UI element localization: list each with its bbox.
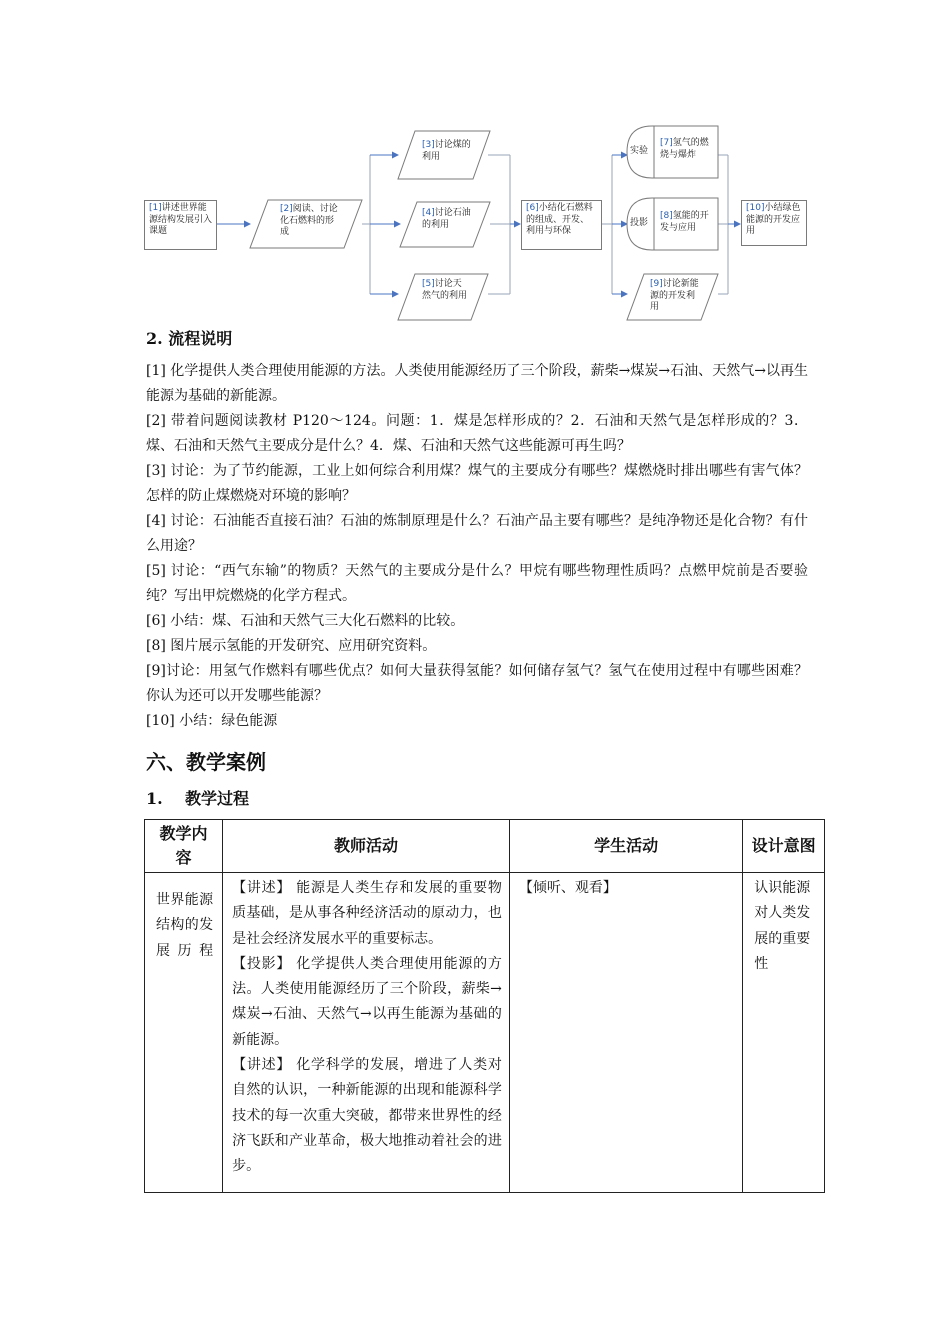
flow-tag-experiment: 实验 bbox=[630, 146, 649, 156]
flow-node-4 bbox=[418, 206, 478, 242]
cell-teacher bbox=[223, 873, 510, 1193]
flow-node-9-text: 讨论新能源的开发利用 bbox=[650, 279, 699, 312]
flow-tag-projection: 投影 bbox=[630, 218, 649, 228]
section-2-title: 2. 流程说明 bbox=[146, 329, 233, 348]
flow-node-7-num: [7] bbox=[660, 138, 673, 148]
cell-student bbox=[509, 873, 742, 1193]
flow-explanation-item: [9]讨论：用氢气作燃料有哪些优点？如何大量获得氢能？如何储存氢气？氢气在使用过程中有哪些困难？你认为还可以开发哪些能源？ bbox=[146, 663, 808, 704]
flow-node-9 bbox=[646, 277, 704, 317]
flow-node-6 bbox=[521, 200, 602, 250]
flow-explanation-item: [5] 讨论：“西气东输”的物质？天然气的主要成分是什么？甲烷有哪些物理性质吗？点燃甲烷前是否要验纯？写出甲烷燃烧的化学方程式。 bbox=[146, 563, 808, 604]
flow-node-6-num: [6] bbox=[526, 203, 539, 213]
flow-node-5-text: 讨论天然气的利用 bbox=[422, 279, 468, 301]
flow-node-4-num: [4] bbox=[422, 208, 435, 218]
flow-node-8-num: [8] bbox=[660, 211, 673, 221]
flow-node-7-text: 氢气的燃烧与爆炸 bbox=[660, 138, 709, 160]
flow-explanation-item: [6] 小结：煤、石油和天然气三大化石燃料的比较。 bbox=[146, 613, 465, 629]
flow-node-1-text: 讲述世界能源结构发展引入课题 bbox=[149, 203, 213, 236]
flow-node-2-num: [2] bbox=[280, 204, 293, 214]
flow-node-9-num: [9] bbox=[650, 279, 663, 289]
flow-explanation-item: [8] 图片展示氢能的开发研究、应用研究资料。 bbox=[146, 638, 437, 654]
flow-node-7 bbox=[656, 136, 718, 172]
flow-explanation-item: [3] 讨论：为了节约能源，工业上如何综合利用煤？煤气的主要成分有哪些？煤燃烧时排出哪些有害气体？怎样的防止煤燃烧对环境的影响？ bbox=[146, 463, 808, 504]
flow-node-10 bbox=[741, 200, 807, 246]
intent-text: 认识能源对人类发展的重要性 bbox=[754, 880, 811, 972]
flow-node-2-text: 阅读、讨论化石燃料的形成 bbox=[280, 204, 338, 237]
flow-node-5 bbox=[418, 277, 474, 317]
flow-node-3-num: [3] bbox=[422, 140, 435, 150]
flow-explanation-item: [2] 带着问题阅读教材 P120～124。问题：1．煤是怎样形成的？2．石油和天然气是怎样形成的？3．煤、石油和天然气主要成分是什么？4．煤、石油和天然气这些能源可再生吗？ bbox=[146, 413, 808, 454]
table-row bbox=[145, 873, 825, 1193]
teacher-activity: 【投影】 化学提供人类合理使用能源的方法。人类使用能源经历了三个阶段，薪柴→煤炭→石油、天然气→以再生能源为基础的新能源。 bbox=[232, 955, 502, 1048]
cell-intent bbox=[743, 873, 825, 1193]
teacher-activity: 【讲述】 能源是人类生存和发展的重要物质基础，是从事各种经济活动的原动力，也是社会经济发展水平的重要标志。 bbox=[232, 880, 502, 947]
teaching-process-table bbox=[144, 819, 825, 1193]
table-header-row bbox=[145, 820, 825, 873]
flow-node-1-num: [1] bbox=[149, 203, 162, 213]
topic-text: 世界能源结构的发展历程 bbox=[156, 892, 214, 959]
flow-node-3-text: 讨论煤的利用 bbox=[422, 140, 471, 162]
section-6-subtitle: 1. 教学过程 bbox=[146, 789, 249, 808]
flowchart-connectors bbox=[140, 122, 820, 322]
flow-node-8 bbox=[656, 209, 718, 245]
flow-node-1 bbox=[144, 200, 217, 250]
flow-node-5-num: [5] bbox=[422, 279, 435, 289]
cell-topic bbox=[145, 873, 223, 1193]
header-content: 教学内容 bbox=[145, 820, 223, 873]
header-student: 学生活动 bbox=[509, 820, 742, 873]
section-6-title: 六、教学案例 bbox=[146, 750, 266, 774]
student-activity: 【倾听、观看】 bbox=[518, 880, 617, 896]
flow-node-3 bbox=[418, 138, 478, 174]
flow-explanation bbox=[146, 359, 808, 734]
flow-explanation-item: [1] 化学提供人类合理使用能源的方法。人类使用能源经历了三个阶段，薪柴→煤炭→石油、天然气→以再生能源为基础的新能源。 bbox=[146, 363, 808, 404]
header-teacher: 教师活动 bbox=[223, 820, 510, 873]
flow-node-2 bbox=[276, 202, 342, 246]
flow-explanation-item: [4] 讨论：石油能否直接石油？石油的炼制原理是什么？石油产品主要有哪些？是纯净物还是化合物？有什么用途？ bbox=[146, 513, 808, 554]
header-intent: 设计意图 bbox=[743, 820, 825, 873]
flow-node-10-text: 小结绿色能源的开发应用 bbox=[746, 203, 801, 236]
lesson-flowchart bbox=[140, 122, 820, 322]
flow-node-4-text: 讨论石油的利用 bbox=[422, 208, 471, 230]
teacher-activity: 【讲述】 化学科学的发展，增进了人类对自然的认识，一种新能源的出现和能源科学技术的每一次重大突破，都带来世界性的经济飞跃和产业革命，极大地推动着社会的进步。 bbox=[232, 1057, 502, 1175]
flow-explanation-item: [10] 小结：绿色能源 bbox=[146, 713, 278, 729]
flow-node-10-num: [10] bbox=[746, 203, 765, 213]
flow-node-8-text: 氢能的开发与应用 bbox=[660, 211, 709, 233]
flow-node-6-text: 小结化石燃料的组成、开发、利用与环保 bbox=[526, 203, 593, 236]
